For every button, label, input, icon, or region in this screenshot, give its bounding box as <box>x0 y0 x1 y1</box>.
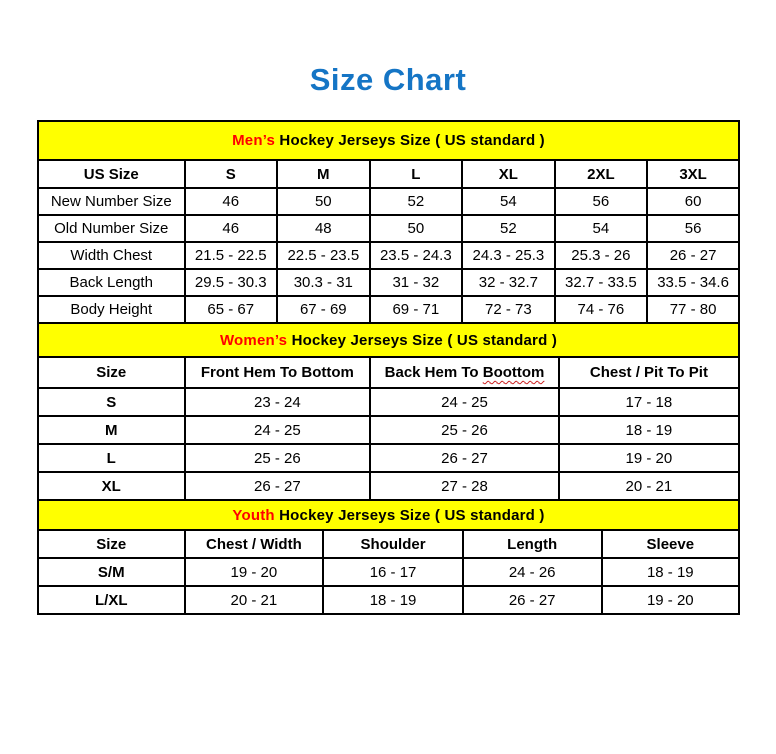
column-header-text: Back Hem To <box>384 364 483 381</box>
size-value: 18 - 19 <box>602 558 739 586</box>
size-value: 54 <box>462 188 555 215</box>
size-value: 50 <box>370 215 463 242</box>
youth-banner-text: Hockey Jerseys Size ( US standard ) <box>274 506 545 524</box>
table-row <box>38 269 739 296</box>
table-row <box>38 558 739 586</box>
size-value: 24.3 - 25.3 <box>462 242 555 269</box>
youth-column-header: Shoulder <box>323 530 462 558</box>
size-value: 26 - 27 <box>185 472 371 500</box>
row-label: L/XL <box>38 586 185 614</box>
row-label: XL <box>38 472 185 500</box>
row-label: S/M <box>38 558 185 586</box>
mens-column-header: US Size <box>38 160 185 188</box>
size-value: 60 <box>647 188 739 215</box>
womens-column-header: Size <box>38 357 185 388</box>
size-value: 77 - 80 <box>647 296 739 323</box>
size-value: 31 - 32 <box>370 269 463 296</box>
mens-banner-text: Hockey Jerseys Size ( US standard ) <box>275 132 545 149</box>
table-row <box>38 215 739 242</box>
mens-section-banner <box>38 121 739 160</box>
size-value: 32.7 - 33.5 <box>555 269 648 296</box>
mens-column-header: 3XL <box>647 160 739 188</box>
youth-column-header-row <box>38 530 739 558</box>
size-value: 16 - 17 <box>323 558 462 586</box>
size-value: 18 - 19 <box>559 416 739 444</box>
size-value: 25 - 26 <box>370 416 559 444</box>
size-value: 19 - 20 <box>559 444 739 472</box>
size-value: 69 - 71 <box>370 296 463 323</box>
youth-column-header: Length <box>463 530 602 558</box>
mens-column-header: L <box>370 160 463 188</box>
mens-column-header: XL <box>462 160 555 188</box>
page-title: Size Chart <box>309 62 467 97</box>
misspelled-word: Boottom <box>482 364 545 381</box>
womens-column-header: Front Hem To Bottom <box>185 357 371 388</box>
womens-column-header: Chest / Pit To Pit <box>559 357 739 388</box>
table-row <box>38 586 739 614</box>
size-value: 52 <box>370 188 463 215</box>
youth-column-header: Chest / Width <box>185 530 324 558</box>
size-value: 26 - 27 <box>463 586 602 614</box>
size-value: 18 - 19 <box>323 586 462 614</box>
row-label: Back Length <box>38 269 185 296</box>
size-value: 46 <box>185 188 278 215</box>
womens-column-header-row <box>38 357 739 388</box>
size-value: 54 <box>555 215 648 242</box>
mens-column-header: 2XL <box>555 160 648 188</box>
row-label: Body Height <box>38 296 185 323</box>
size-value: 22.5 - 23.5 <box>277 242 370 269</box>
mens-column-header: M <box>277 160 370 188</box>
size-value: 19 - 20 <box>602 586 739 614</box>
womens-section-banner <box>38 323 739 357</box>
size-value: 23 - 24 <box>185 388 371 416</box>
table-row <box>38 242 739 269</box>
row-label: L <box>38 444 185 472</box>
size-value: 24 - 26 <box>463 558 602 586</box>
size-value: 24 - 25 <box>185 416 371 444</box>
youth-column-header: Size <box>38 530 185 558</box>
size-value: 74 - 76 <box>555 296 648 323</box>
youth-section-banner <box>38 500 739 530</box>
size-value: 25.3 - 26 <box>555 242 648 269</box>
mens-size-table <box>37 120 740 324</box>
mens-banner-accent-text: Men’s <box>232 132 276 149</box>
womens-banner-text: Hockey Jerseys Size ( US standard ) <box>287 331 558 349</box>
size-value: 20 - 21 <box>185 586 324 614</box>
size-value: 27 - 28 <box>370 472 559 500</box>
table-row <box>38 472 739 500</box>
table-row <box>38 296 739 323</box>
size-value: 20 - 21 <box>559 472 739 500</box>
size-value: 30.3 - 31 <box>277 269 370 296</box>
mens-column-header: S <box>185 160 278 188</box>
size-chart-tables <box>37 120 740 615</box>
row-label: Width Chest <box>38 242 185 269</box>
size-value: 26 - 27 <box>370 444 559 472</box>
size-value: 19 - 20 <box>185 558 324 586</box>
table-row <box>38 416 739 444</box>
womens-banner-accent-text: Women’s <box>219 331 288 349</box>
youth-banner-accent-text: Youth <box>232 506 275 524</box>
size-value: 25 - 26 <box>185 444 371 472</box>
table-row <box>38 444 739 472</box>
size-value: 33.5 - 34.6 <box>647 269 739 296</box>
size-value: 56 <box>555 188 648 215</box>
youth-size-table <box>37 499 740 615</box>
size-value: 24 - 25 <box>370 388 559 416</box>
size-value: 56 <box>647 215 739 242</box>
size-value: 48 <box>277 215 370 242</box>
size-value: 67 - 69 <box>277 296 370 323</box>
row-label: M <box>38 416 185 444</box>
size-value: 23.5 - 24.3 <box>370 242 463 269</box>
table-row <box>38 388 739 416</box>
size-value: 50 <box>277 188 370 215</box>
size-value: 72 - 73 <box>462 296 555 323</box>
row-label: New Number Size <box>38 188 185 215</box>
table-row <box>38 188 739 215</box>
size-value: 46 <box>185 215 278 242</box>
womens-column-header <box>370 357 559 388</box>
size-value: 26 - 27 <box>647 242 739 269</box>
size-value: 65 - 67 <box>185 296 278 323</box>
youth-column-header: Sleeve <box>602 530 739 558</box>
size-chart-page <box>0 62 776 615</box>
row-label: S <box>38 388 185 416</box>
womens-size-table <box>37 322 740 501</box>
size-value: 29.5 - 30.3 <box>185 269 278 296</box>
size-value: 17 - 18 <box>559 388 739 416</box>
size-value: 21.5 - 22.5 <box>185 242 278 269</box>
row-label: Old Number Size <box>38 215 185 242</box>
size-value: 32 - 32.7 <box>462 269 555 296</box>
size-value: 52 <box>462 215 555 242</box>
mens-column-header-row <box>38 160 739 188</box>
